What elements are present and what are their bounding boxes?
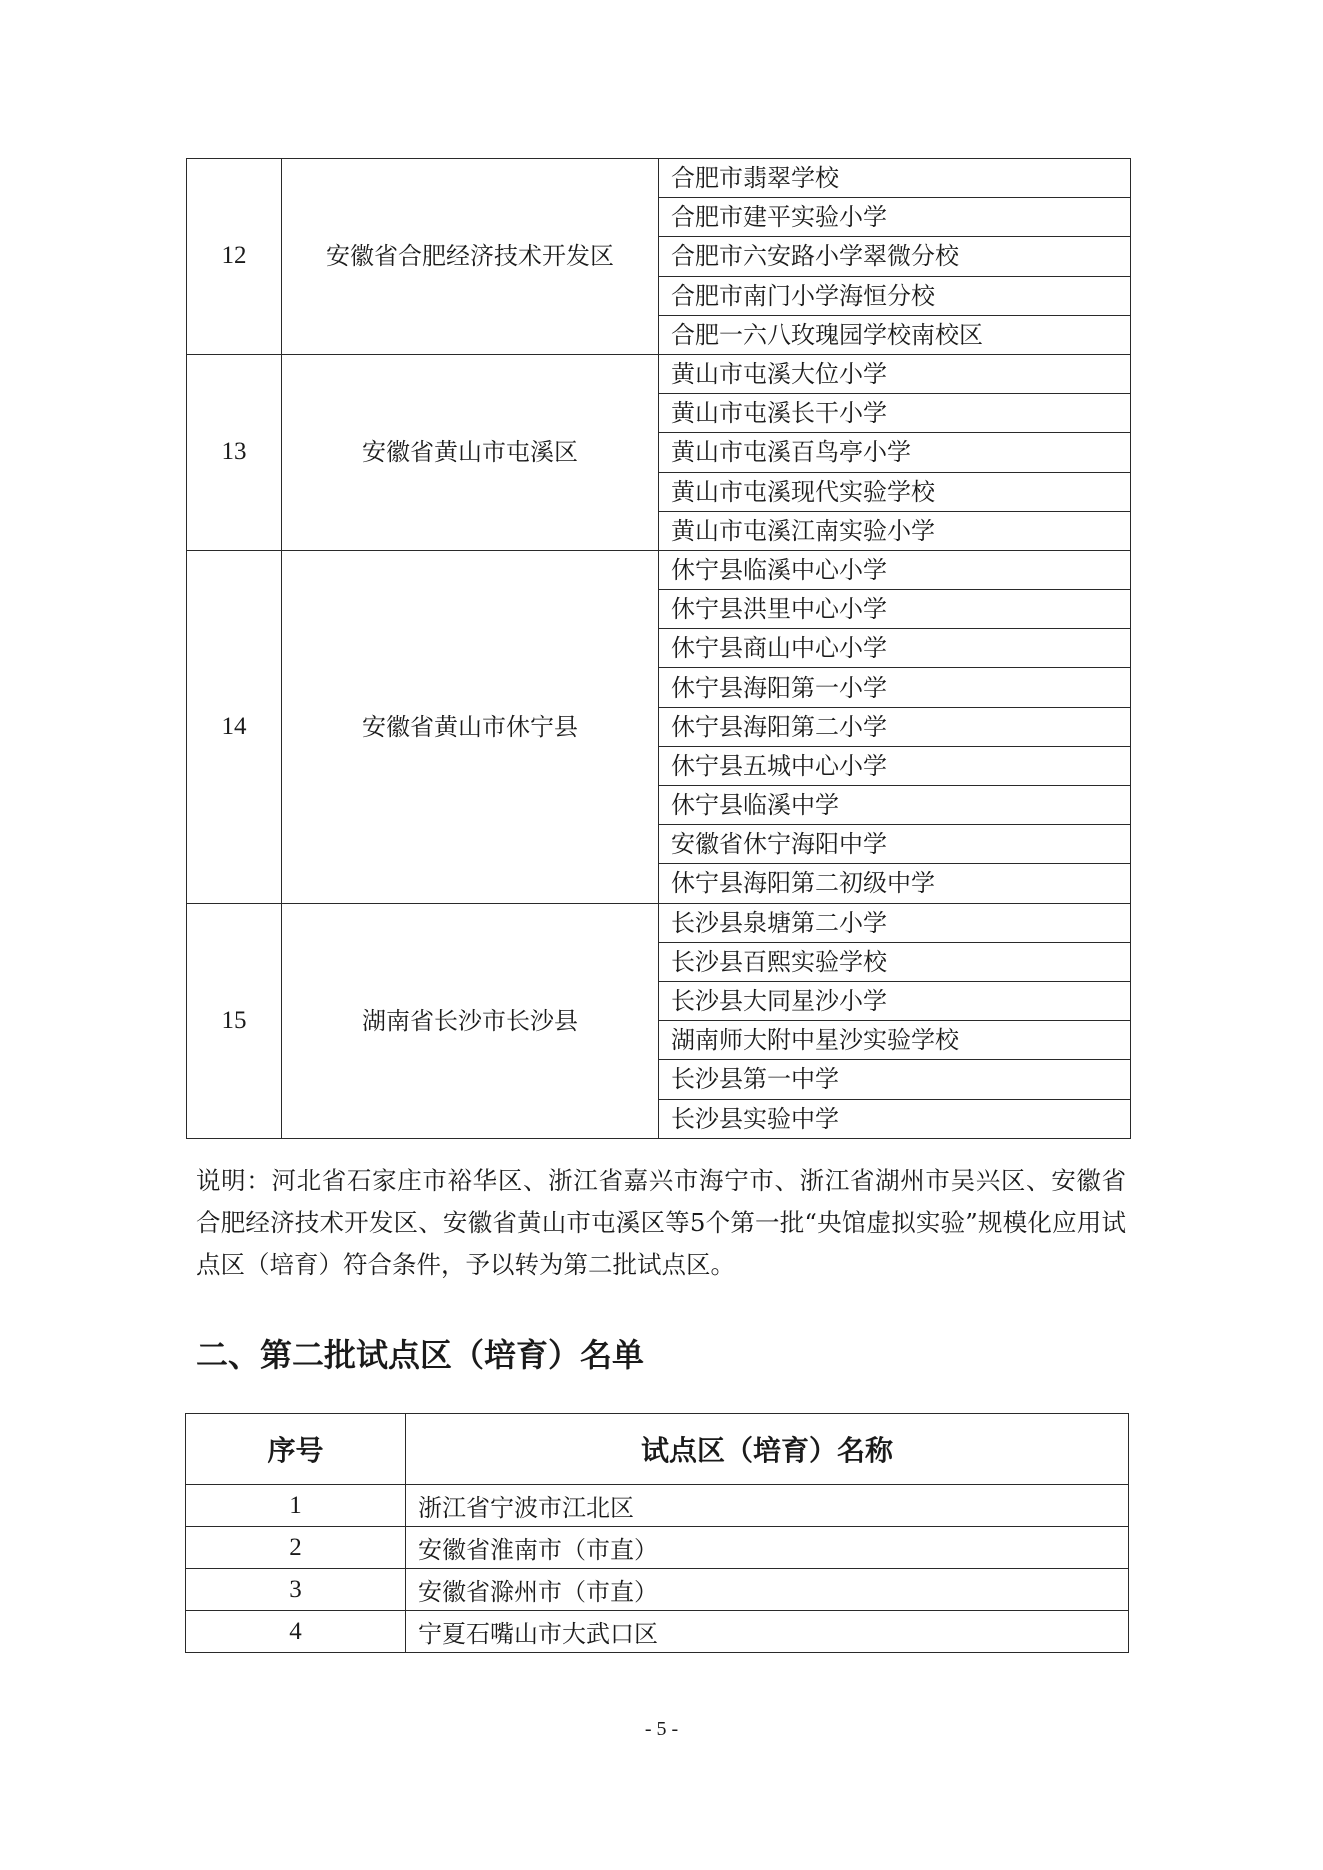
school-name: 长沙县实验中学 xyxy=(659,1099,1131,1138)
table-row xyxy=(186,1611,1129,1653)
school-name: 休宁县海阳第二初级中学 xyxy=(659,864,1131,903)
school-name: 休宁县海阳第一小学 xyxy=(659,668,1131,707)
region-name: 湖南省长沙市长沙县 xyxy=(282,903,659,1138)
school-name: 安徽省休宁海阳中学 xyxy=(659,825,1131,864)
school-name: 合肥市翡翠学校 xyxy=(659,159,1131,198)
school-name: 黄山市屯溪江南实验小学 xyxy=(659,511,1131,550)
school-name: 合肥市建平实验小学 xyxy=(659,198,1131,237)
school-name: 黄山市屯溪百鸟亭小学 xyxy=(659,433,1131,472)
header-district-name: 试点区（培育）名称 xyxy=(406,1414,1129,1485)
school-name: 合肥一六八玫瑰园学校南校区 xyxy=(659,315,1131,354)
school-name: 长沙县泉塘第二小学 xyxy=(659,903,1131,942)
school-name: 休宁县洪里中心小学 xyxy=(659,590,1131,629)
school-name: 长沙县大同星沙小学 xyxy=(659,981,1131,1020)
school-name: 休宁县海阳第二小学 xyxy=(659,707,1131,746)
district-name: 安徽省淮南市（市直） xyxy=(406,1527,1129,1569)
school-name: 湖南师大附中星沙实验学校 xyxy=(659,1021,1131,1060)
table-row xyxy=(187,159,1131,198)
school-name: 休宁县商山中心小学 xyxy=(659,629,1131,668)
row-number: 2 xyxy=(186,1527,406,1569)
explanatory-note: 说明：河北省石家庄市裕华区、浙江省嘉兴市海宁市、浙江省湖州市吴兴区、安徽省合肥经济技术开发区、安徽省黄山市屯溪区等5个第一批“央馆虚拟实验”规模化应用试点区（培育）符合条件，予以转为第二批试点区。 xyxy=(196,1166,1126,1279)
school-name: 黄山市屯溪大位小学 xyxy=(659,354,1131,393)
school-name: 长沙县第一中学 xyxy=(659,1060,1131,1099)
school-name: 黄山市屯溪现代实验学校 xyxy=(659,472,1131,511)
table-row xyxy=(186,1527,1129,1569)
district-name: 宁夏石嘴山市大武口区 xyxy=(406,1611,1129,1653)
group-number: 15 xyxy=(187,903,282,1138)
school-name: 合肥市南门小学海恒分校 xyxy=(659,276,1131,315)
pilot-district-table xyxy=(186,158,1131,1139)
page-number: - 5 - xyxy=(644,1718,679,1740)
group-number: 12 xyxy=(187,159,282,355)
school-name: 合肥市六安路小学翠微分校 xyxy=(659,237,1131,276)
table-row xyxy=(187,354,1131,393)
table-row xyxy=(187,903,1131,942)
school-name: 休宁县临溪中心小学 xyxy=(659,550,1131,589)
cultivation-district-table xyxy=(185,1413,1129,1653)
table-row xyxy=(187,550,1131,589)
row-number: 1 xyxy=(186,1485,406,1527)
region-name: 安徽省合肥经济技术开发区 xyxy=(282,159,659,355)
school-name: 长沙县百熙实验学校 xyxy=(659,942,1131,981)
row-number: 3 xyxy=(186,1569,406,1611)
table-row xyxy=(186,1485,1129,1527)
region-name: 安徽省黄山市休宁县 xyxy=(282,550,659,903)
group-number: 14 xyxy=(187,550,282,903)
pilot-district-table-body xyxy=(187,159,1131,1139)
table-row xyxy=(186,1569,1129,1611)
row-number: 4 xyxy=(186,1611,406,1653)
district-name: 浙江省宁波市江北区 xyxy=(406,1485,1129,1527)
school-name: 休宁县临溪中学 xyxy=(659,786,1131,825)
district-name: 安徽省滁州市（市直） xyxy=(406,1569,1129,1611)
table-header-row xyxy=(186,1414,1129,1485)
header-serial-number: 序号 xyxy=(186,1414,406,1485)
region-name: 安徽省黄山市屯溪区 xyxy=(282,354,659,550)
school-name: 黄山市屯溪长干小学 xyxy=(659,394,1131,433)
school-name: 休宁县五城中心小学 xyxy=(659,746,1131,785)
section-title: 二、第二批试点区（培育）名单 xyxy=(196,1336,645,1374)
group-number: 13 xyxy=(187,354,282,550)
